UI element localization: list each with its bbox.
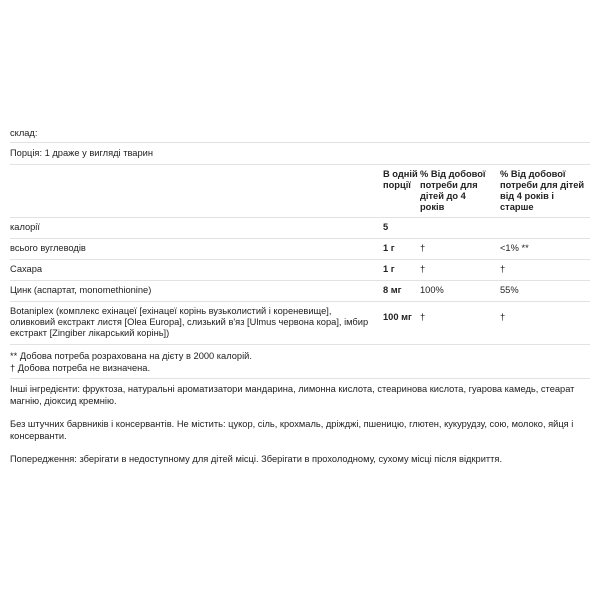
footnotes bbox=[10, 345, 590, 379]
nutrient-dv-under4: † bbox=[420, 260, 500, 281]
nutrient-name: калорії bbox=[10, 218, 383, 239]
header-blank bbox=[10, 165, 383, 218]
nutrient-name: Botaniplex (комплекс ехінацеї [ехінацеї корінь вузьколистий і кореневище], оливковий екстракт листя [Olea Europa], слизький в'яз [Ulmus червона кора], імбир екстракт [Zingiber лікарський корінь]) bbox=[10, 302, 383, 345]
warning-statement: Попередження: зберігати в недоступному для дітей місці. Зберігати в прохолодному, сухому місці після відкриття. bbox=[10, 454, 503, 464]
header-dv-over4: % Від добової потреби для дітей від 4 років і старше bbox=[500, 165, 590, 218]
table-row bbox=[10, 239, 590, 260]
header-dv-under4: % Від добової потреби для дітей до 4 років bbox=[420, 165, 500, 218]
nutrient-dv-over4: <1% ** bbox=[500, 239, 590, 260]
nutrient-amount: 5 bbox=[383, 218, 420, 239]
nutrient-amount: 1 г bbox=[383, 239, 420, 260]
nutrient-dv-under4 bbox=[420, 218, 500, 239]
table-row bbox=[10, 302, 590, 345]
nutrient-dv-over4: † bbox=[500, 302, 590, 345]
nutrient-dv-over4: 55% bbox=[500, 281, 590, 302]
table-row bbox=[10, 281, 590, 302]
nutrient-name: Цинк (аспартат, monomethionine) bbox=[10, 281, 383, 302]
nutrient-dv-under4: † bbox=[420, 302, 500, 345]
serving-size: Порція: 1 драже у вигляді тварин bbox=[10, 143, 590, 165]
facts-table bbox=[10, 165, 590, 345]
nutrient-amount: 100 мг bbox=[383, 302, 420, 345]
table-header-row bbox=[10, 165, 590, 218]
nutrient-dv-over4: † bbox=[500, 260, 590, 281]
nutrient-amount: 8 мг bbox=[383, 281, 420, 302]
nutrient-name: Сахара bbox=[10, 260, 383, 281]
free-of-statement: Без штучних барвників і консервантів. Не містить: цукор, сіль, крохмаль, дріжджі, пшеницю, глютен, кукурудзу, сою, молоко, яйця і консерванти. bbox=[10, 419, 574, 441]
table-row bbox=[10, 218, 590, 239]
table-row bbox=[10, 260, 590, 281]
footnote-daily-value: ** Добова потреба розрахована на дієту в 2000 калорій. bbox=[10, 351, 252, 361]
nutrient-dv-under4: 100% bbox=[420, 281, 500, 302]
supplement-facts bbox=[10, 124, 590, 471]
nutrient-amount: 1 г bbox=[383, 260, 420, 281]
header-amount: В одній порції bbox=[383, 165, 420, 218]
footnote-not-established: † Добова потреба не визначена. bbox=[10, 362, 151, 373]
section-title: склад: bbox=[10, 124, 590, 143]
nutrient-dv-over4 bbox=[500, 218, 590, 239]
nutrient-dv-under4: † bbox=[420, 239, 500, 260]
nutrient-name: всього вуглеводів bbox=[10, 239, 383, 260]
other-ingredients: Інші інгредієнти: фруктоза, натуральні ароматизатори мандарина, лимонна кислота, стеаринова кислота, гуарова камедь, стеарат магнію, діоксид кремнію. bbox=[10, 384, 575, 406]
